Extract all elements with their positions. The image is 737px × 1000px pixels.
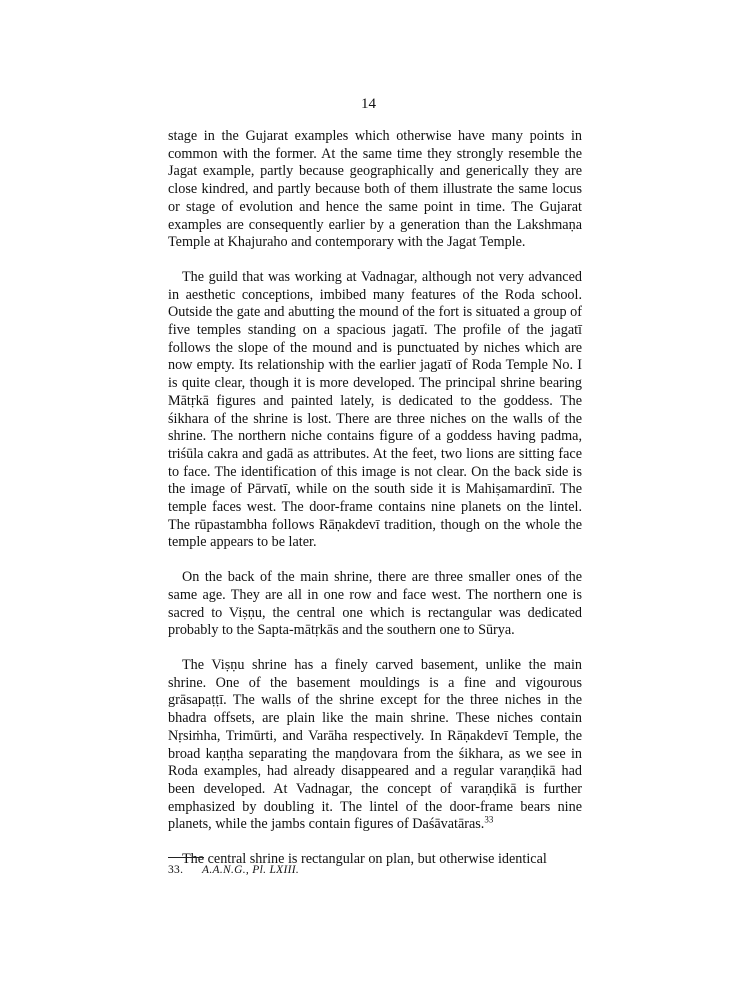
paragraph: On the back of the main shrine, there are three smaller ones of the same age. They are all in one row and face west. The northern one is sacred to Viṣṇu, the central one which is rectangular was dedicated probably to the Sapta-mātṛkās and the southern one to Sūrya. bbox=[168, 569, 582, 639]
paragraph bbox=[168, 657, 582, 834]
paragraph: The central shrine is rectangular on plan, but otherwise identical bbox=[182, 851, 547, 868]
footnote-number: 33. bbox=[168, 864, 184, 876]
footnote bbox=[168, 864, 299, 876]
page-number: 14 bbox=[361, 96, 376, 112]
footnote-reference: 33 bbox=[484, 814, 494, 825]
footnote-citation: A.A.N.G., Pl. LXIII. bbox=[202, 864, 300, 876]
paragraph: stage in the Gujarat examples which otherwise have many points in common with the former. At the same time they strongly resemble the Jagat example, partly because geographically and generically they are close kindred, and partly because both of them illustrate the same locus or stage of evolution and hence the same point in time. The Gujarat examples are consequently earlier by a generation than the Lakshmaṇa Temple at Khajuraho and contemporary with the Jagat Temple. bbox=[168, 128, 582, 251]
body-text bbox=[168, 128, 582, 869]
paragraph-text: The Viṣṇu shrine has a finely carved basement, unlike the main shrine. One of the basement mouldings is a fine and vigourous grāsapaṭṭī. The walls of the shrine except for the three niches in the bhadra offsets, are plain like the main shrine. These niches contain Nṛsiṁha, Trimūrti, and Varāha respectively. In Rāṇakdevī Temple, the broad kaṇṭha separating the maṇḍovara from the śikhara, as we see in Roda examples, had already disappeared and a regular varaṇḍikā had been developed. At Vadnagar, the concept of varaṇḍikā is further emphasized by doubling it. The lintel of the door-frame bears nine planets, while the jambs contain figures of Daśāvatāras. bbox=[168, 656, 582, 833]
paragraph: The guild that was working at Vadnagar, although not very advanced in aesthetic conceptions, imbibed many features of the Roda school. Outside the gate and abutting the mound of the fort is situated a group of five temples standing on a spacious jagatī. The profile of the jagatī follows the slope of the mound and is punctuated by niches which are now empty. Its relationship with the earlier jagatī of Roda Temple No. I is quite clear, though it is more developed. The principal shrine bearing Mātṛkā figures and painted lately, is dedicated to the goddess. The śikhara of the shrine is lost. There are three niches on the walls of the shrine. The northern niche contains figure of a goddess having padma, triśūla cakra and gadā as attributes. At the feet, two lions are sitting face to face. The identification of this image is not clear. On the back side is the image of Pārvatī, while on the south side it is Mahiṣamardinī. The temple faces west. The door-frame contains nine planets on the lintel. The rūpastambha follows Rāṇakdevī tradition, though on the whole the temple appears to be later. bbox=[168, 268, 582, 551]
footnote-divider bbox=[168, 857, 204, 858]
